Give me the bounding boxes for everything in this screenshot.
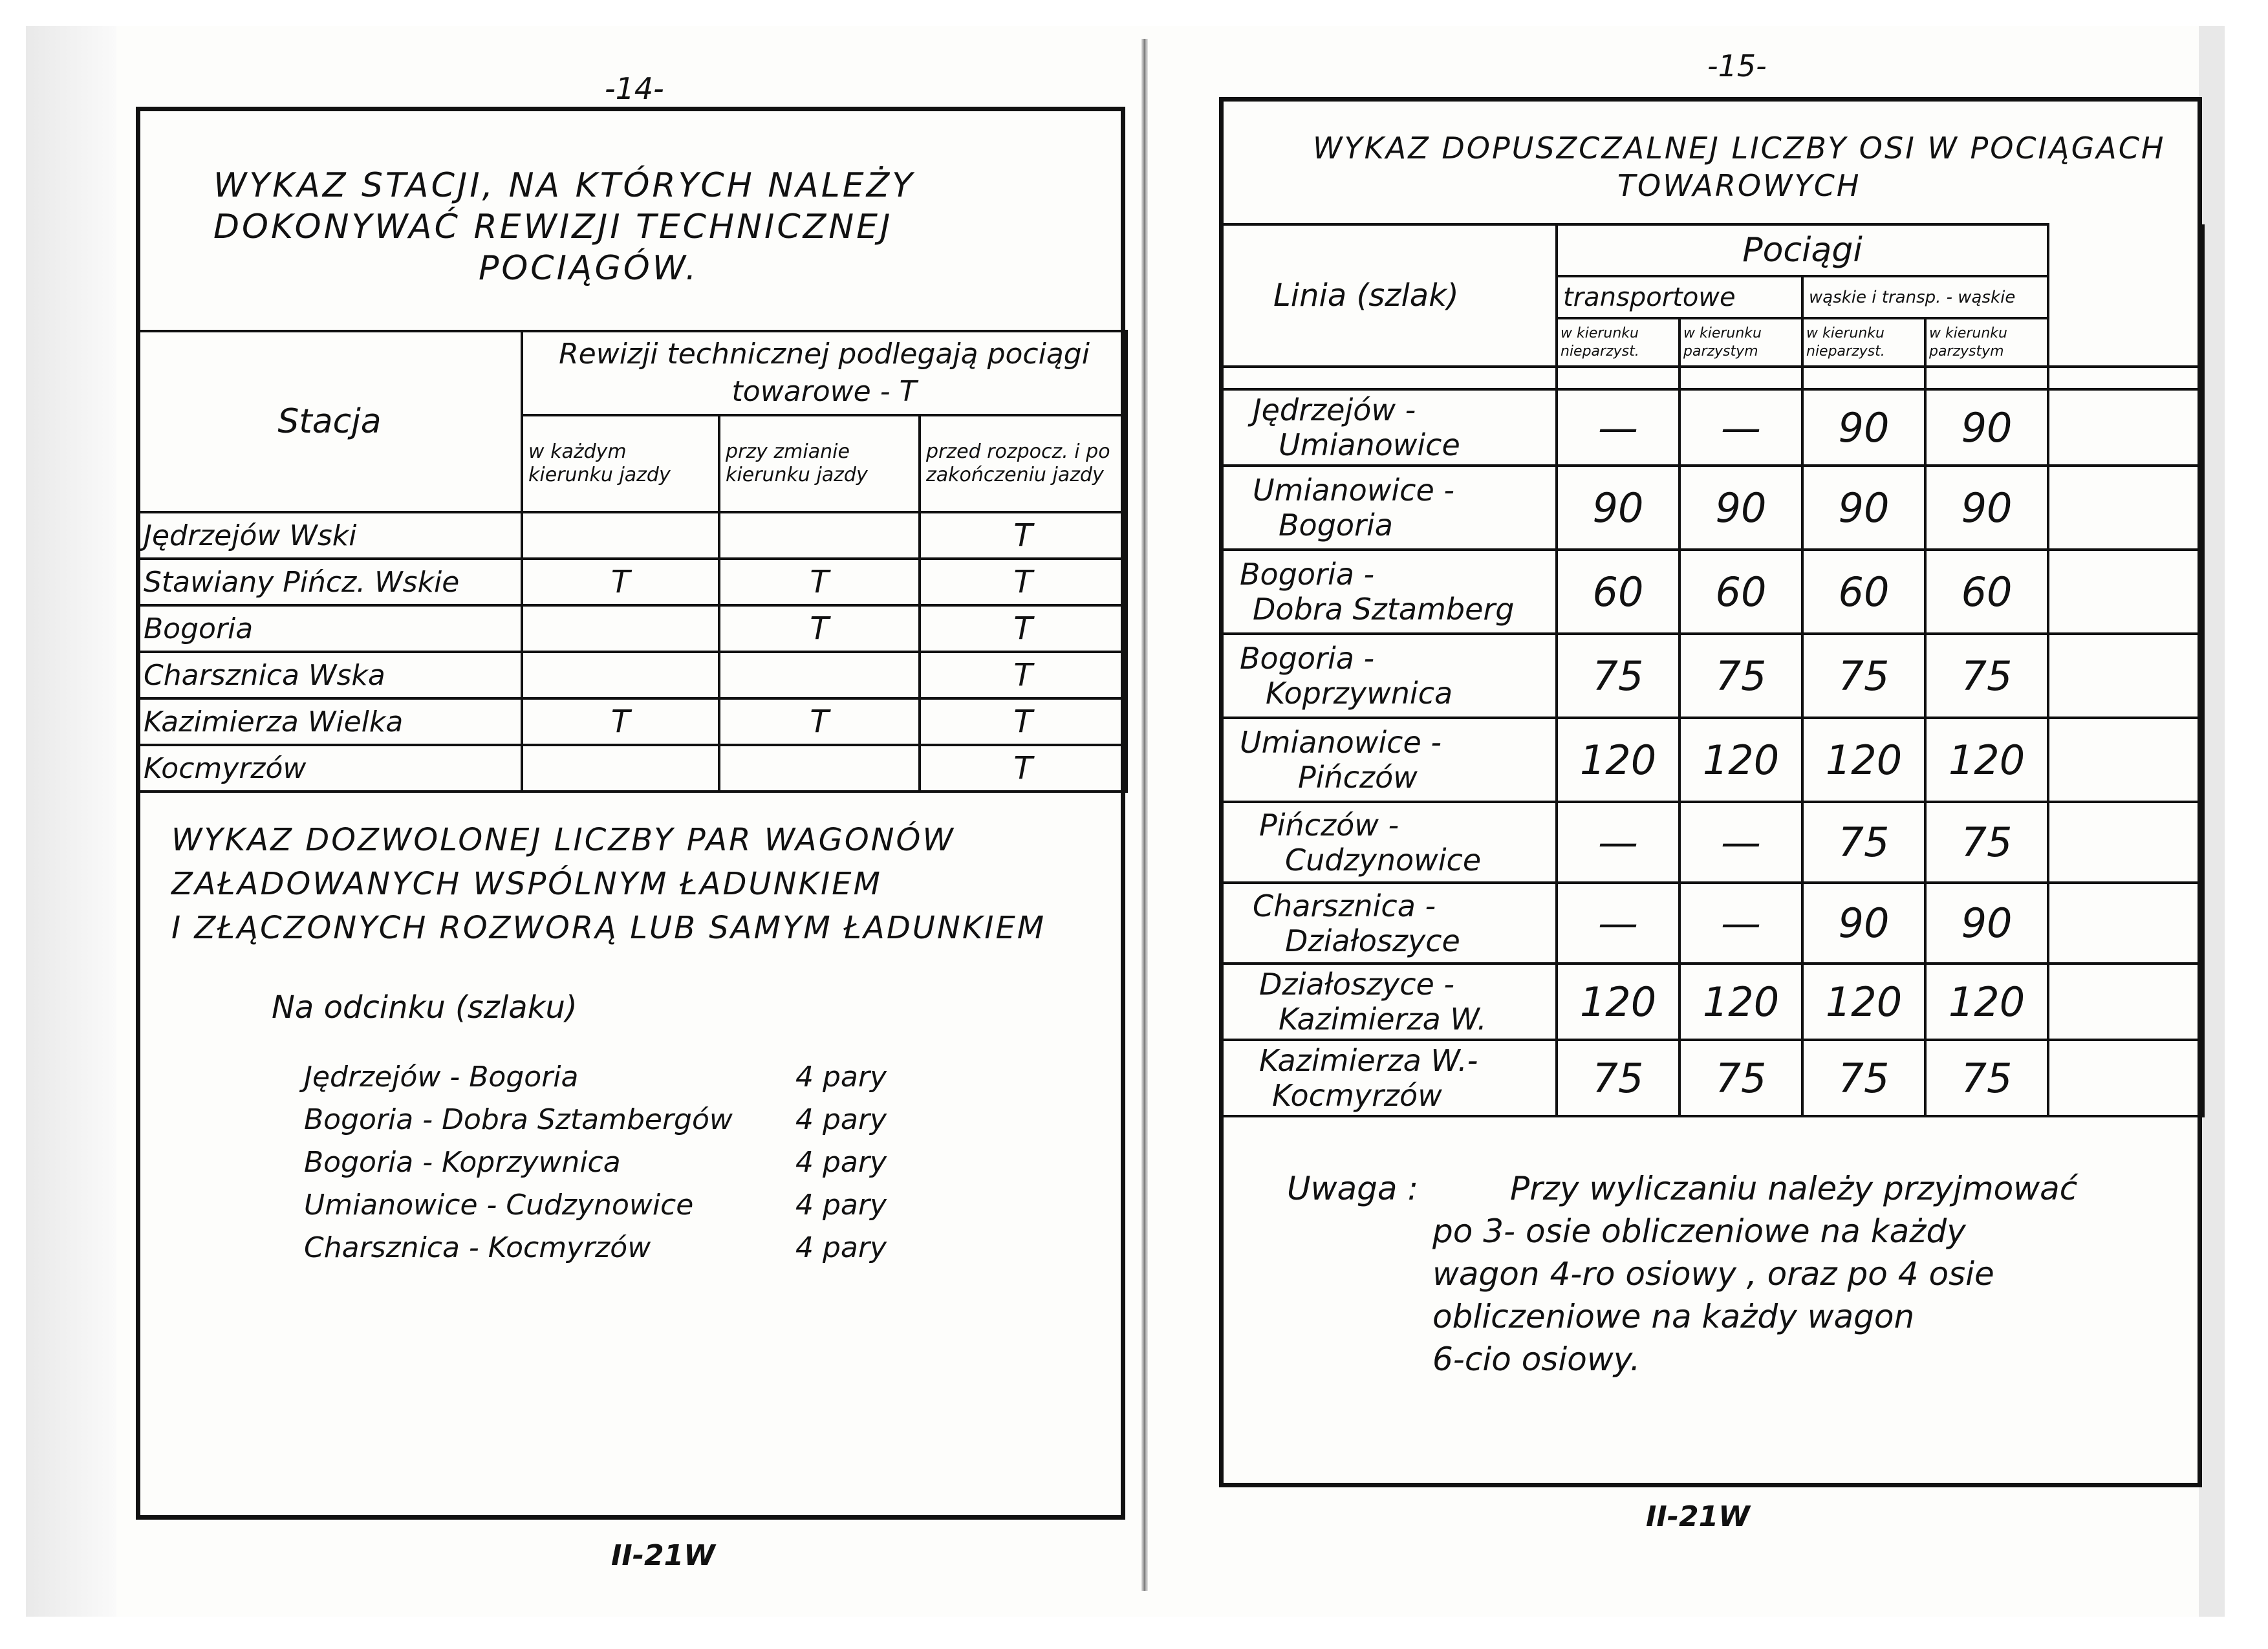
table-row (1220, 1040, 2203, 1116)
table-row (1220, 550, 2203, 634)
axle-value: 90 (1802, 883, 1925, 964)
axle-value: — (1679, 389, 1802, 466)
table-row (1220, 634, 2203, 718)
left-title-line-2: DOKONYWAĆ REWIZJI TECHNICZNEJ (213, 208, 893, 246)
axle-value: 120 (1679, 718, 1802, 802)
axle-value: — (1679, 883, 1802, 964)
section-subtitle: Na odcinku (szlaku) (272, 989, 578, 1026)
pair-count: 4 pary (795, 1231, 887, 1264)
subgroup-transport: transportowe (1557, 276, 1802, 318)
axle-limit-table (1219, 223, 2205, 1117)
inspection-mark: T (920, 605, 1127, 652)
axle-value: 75 (1925, 802, 2048, 883)
axle-value: 90 (1679, 466, 1802, 550)
subgroup-narrow: wąskie i transp. - wąskie (1802, 276, 2048, 318)
route-cell (1220, 802, 1557, 883)
route-to: Koprzywnica (1266, 676, 1453, 711)
station-name: Jędrzejów Wski (137, 512, 522, 559)
wagon-pairs-title-line-2: ZAŁADOWANYCH WSPÓLNYM ŁADUNKIEM (171, 866, 882, 902)
axle-value: — (1557, 802, 1679, 883)
pair-route: Umianowice - Cudzynowice (304, 1189, 694, 1222)
station-name: Kazimierza Wielka (137, 698, 522, 745)
col-header-odd-1: w kierunku nieparzyst. (1557, 318, 1679, 367)
note-text (1432, 1167, 2077, 1381)
axle-value: 120 (1802, 964, 1925, 1040)
axle-value: 75 (1802, 1040, 1925, 1116)
station-header: Stacja (137, 331, 522, 512)
blank-cell (2048, 389, 2203, 466)
note-line-1: Przy wyliczaniu należy przyjmować (1510, 1170, 2078, 1207)
pair-count: 4 pary (795, 1189, 887, 1222)
wagon-pairs-list (304, 1061, 887, 1274)
route-from: Kazimierza W.- (1259, 1043, 1478, 1078)
route-from: Charsznica - (1253, 888, 1436, 923)
right-page-number: -15- (1707, 48, 1767, 83)
axle-value: 75 (1925, 634, 2048, 718)
blank-cell (2048, 466, 2203, 550)
pair-count: 4 pary (795, 1103, 887, 1136)
inspection-mark: T (920, 652, 1127, 698)
inspection-mark (522, 605, 719, 652)
inspection-mark (719, 512, 920, 559)
wagon-pairs-title (171, 818, 1046, 950)
route-to: Cudzynowice (1285, 842, 1482, 878)
station-name: Charsznica Wska (137, 652, 522, 698)
right-title-line-2: TOWAROWYCH (1617, 168, 1861, 203)
left-title-line-1: WYKAZ STACJI, NA KTÓRYCH NALEŻY (213, 166, 916, 205)
left-page-frame (136, 107, 1125, 1520)
route-cell (1220, 550, 1557, 634)
line-header: Linia (szlak) (1220, 224, 1557, 367)
axle-value: 90 (1557, 466, 1679, 550)
blank-cell (2048, 964, 2203, 1040)
route-from: Jędrzejów - (1253, 393, 1416, 427)
note-line-5: 6-cio osiowy. (1432, 1341, 1641, 1378)
axle-value: 75 (1802, 802, 1925, 883)
trains-group-header: Pociągi (1557, 224, 2048, 276)
route-from: Umianowice - (1253, 473, 1454, 508)
inspection-mark (719, 745, 920, 792)
axle-value: 60 (1925, 550, 2048, 634)
inspection-mark: T (719, 559, 920, 605)
blank-cell (2048, 718, 2203, 802)
pair-count: 4 pary (795, 1061, 887, 1094)
right-title-line-1: WYKAZ DOPUSZCZALNEJ LICZBY OSI W POCIĄGACH (1313, 131, 2166, 166)
table-row (1220, 389, 2203, 466)
blank-cell (2048, 634, 2203, 718)
note-line-2: po 3- osie obliczeniowe na każdy (1432, 1212, 1966, 1250)
note-line-4: obliczeniowe na każdy wagon (1432, 1298, 1915, 1335)
route-to: Bogoria (1279, 508, 1393, 543)
col-header-start-end: przed rozpocz. i po zakończeniu jazdy (920, 415, 1127, 512)
axle-value: 75 (1925, 1040, 2048, 1116)
table-row (1220, 964, 2203, 1040)
axle-value: 60 (1557, 550, 1679, 634)
blank-cell (2048, 550, 2203, 634)
left-title (213, 165, 915, 289)
col-header-even-2: w kierunku parzystym (1925, 318, 2048, 367)
blank-cell (2048, 802, 2203, 883)
note-line-3: wagon 4-ro osiowy , oraz po 4 osie (1432, 1255, 1994, 1293)
inspection-table (136, 330, 1128, 793)
blank-cell (2048, 1040, 2203, 1116)
right-title (1313, 129, 2165, 204)
left-title-line-3: POCIĄGÓW. (479, 249, 699, 288)
axle-value: 90 (1925, 883, 2048, 964)
axle-value: 120 (1925, 718, 2048, 802)
col-header-even-1: w kierunku parzystym (1679, 318, 1802, 367)
table-row (137, 512, 1127, 559)
pair-route: Bogoria - Dobra Sztambergów (304, 1103, 733, 1136)
route-to: Kazimierza W. (1279, 1002, 1487, 1037)
inspection-mark: T (920, 745, 1127, 792)
axle-value: 75 (1679, 1040, 1802, 1116)
inspection-mark: T (920, 698, 1127, 745)
axle-value: 120 (1925, 964, 2048, 1040)
inspection-mark: T (719, 605, 920, 652)
binding-gutter (1141, 39, 1148, 1591)
right-footer-code: II-21W (1646, 1500, 1750, 1533)
axle-value: 60 (1679, 550, 1802, 634)
axle-value: 90 (1925, 389, 2048, 466)
inspection-mark: T (719, 698, 920, 745)
route-cell (1220, 466, 1557, 550)
table-row (137, 745, 1127, 792)
inspection-mark (522, 512, 719, 559)
left-footer-code: II-21W (611, 1539, 715, 1572)
list-item (304, 1231, 887, 1274)
station-name: Stawiany Pińcz. Wskie (137, 559, 522, 605)
table-row (1220, 802, 2203, 883)
axle-value: — (1557, 389, 1679, 466)
axle-value: 120 (1557, 718, 1679, 802)
axle-value: 90 (1802, 389, 1925, 466)
inspection-mark: T (920, 512, 1127, 559)
table-row (1220, 718, 2203, 802)
blank-cell (2048, 883, 2203, 964)
col-header-direction-change: przy zmianie kierunku jazdy (719, 415, 920, 512)
route-from: Umianowice - (1240, 725, 1442, 760)
route-cell (1220, 964, 1557, 1040)
table-row (137, 559, 1127, 605)
pair-count: 4 pary (795, 1146, 887, 1179)
list-item (304, 1189, 887, 1231)
axle-value: — (1557, 883, 1679, 964)
axle-value: 60 (1802, 550, 1925, 634)
route-cell (1220, 1040, 1557, 1116)
inspection-mark (522, 745, 719, 792)
route-from: Bogoria - (1240, 641, 1375, 676)
station-name: Bogoria (137, 605, 522, 652)
route-to: Umianowice (1279, 427, 1460, 462)
axle-value: 75 (1557, 634, 1679, 718)
inspection-mark (719, 652, 920, 698)
axle-value: 90 (1802, 466, 1925, 550)
axle-value: 75 (1802, 634, 1925, 718)
note-label: Uwaga : (1287, 1170, 1419, 1207)
wagon-pairs-title-line-3: I ZŁĄCZONYCH ROZWORĄ LUB SAMYM ŁADUNKIEM (171, 910, 1046, 946)
col-header-odd-2: w kierunku nieparzyst. (1802, 318, 1925, 367)
inspection-mark: T (522, 559, 719, 605)
route-from: Bogoria - (1240, 557, 1375, 592)
inspection-mark (522, 652, 719, 698)
axle-value: 90 (1925, 466, 2048, 550)
axle-value: 120 (1802, 718, 1925, 802)
col-header-every-direction: w każdym kierunku jazdy (522, 415, 719, 512)
inspection-mark: T (920, 559, 1127, 605)
blank-column (2048, 224, 2203, 367)
table-row (1220, 883, 2203, 964)
pair-route: Bogoria - Koprzywnica (304, 1146, 621, 1179)
left-page-number: -14- (605, 71, 664, 106)
axle-value: 75 (1679, 634, 1802, 718)
route-from: Działoszyce - (1259, 967, 1455, 1002)
pair-route: Jędrzejów - Bogoria (304, 1061, 579, 1094)
pair-route: Charsznica - Kocmyrzów (304, 1231, 651, 1264)
route-cell (1220, 389, 1557, 466)
route-cell (1220, 634, 1557, 718)
route-to: Działoszyce (1285, 923, 1460, 958)
list-item (304, 1146, 887, 1189)
axle-value: 120 (1679, 964, 1802, 1040)
axle-value: 120 (1557, 964, 1679, 1040)
station-name: Kocmyrzów (137, 745, 522, 792)
list-item (304, 1061, 887, 1103)
table-row (137, 652, 1127, 698)
inspection-group-header: Rewizji technicznej podlegają pociągi towarowe - T (522, 331, 1127, 415)
table-row (137, 605, 1127, 652)
route-cell (1220, 718, 1557, 802)
table-row (1220, 466, 2203, 550)
table-row (137, 698, 1127, 745)
inspection-mark: T (522, 698, 719, 745)
axle-value: 75 (1557, 1040, 1679, 1116)
route-to: Kocmyrzów (1272, 1078, 1442, 1113)
route-to: Pińczów (1298, 760, 1418, 795)
route-to: Dobra Sztamberg (1253, 592, 1515, 627)
route-from: Pińczów - (1259, 807, 1399, 843)
axle-value: — (1679, 802, 1802, 883)
wagon-pairs-title-line-1: WYKAZ DOZWOLONEJ LICZBY PAR WAGONÓW (171, 822, 955, 858)
scan-left-margin (26, 26, 116, 1617)
list-item (304, 1103, 887, 1146)
route-cell (1220, 883, 1557, 964)
